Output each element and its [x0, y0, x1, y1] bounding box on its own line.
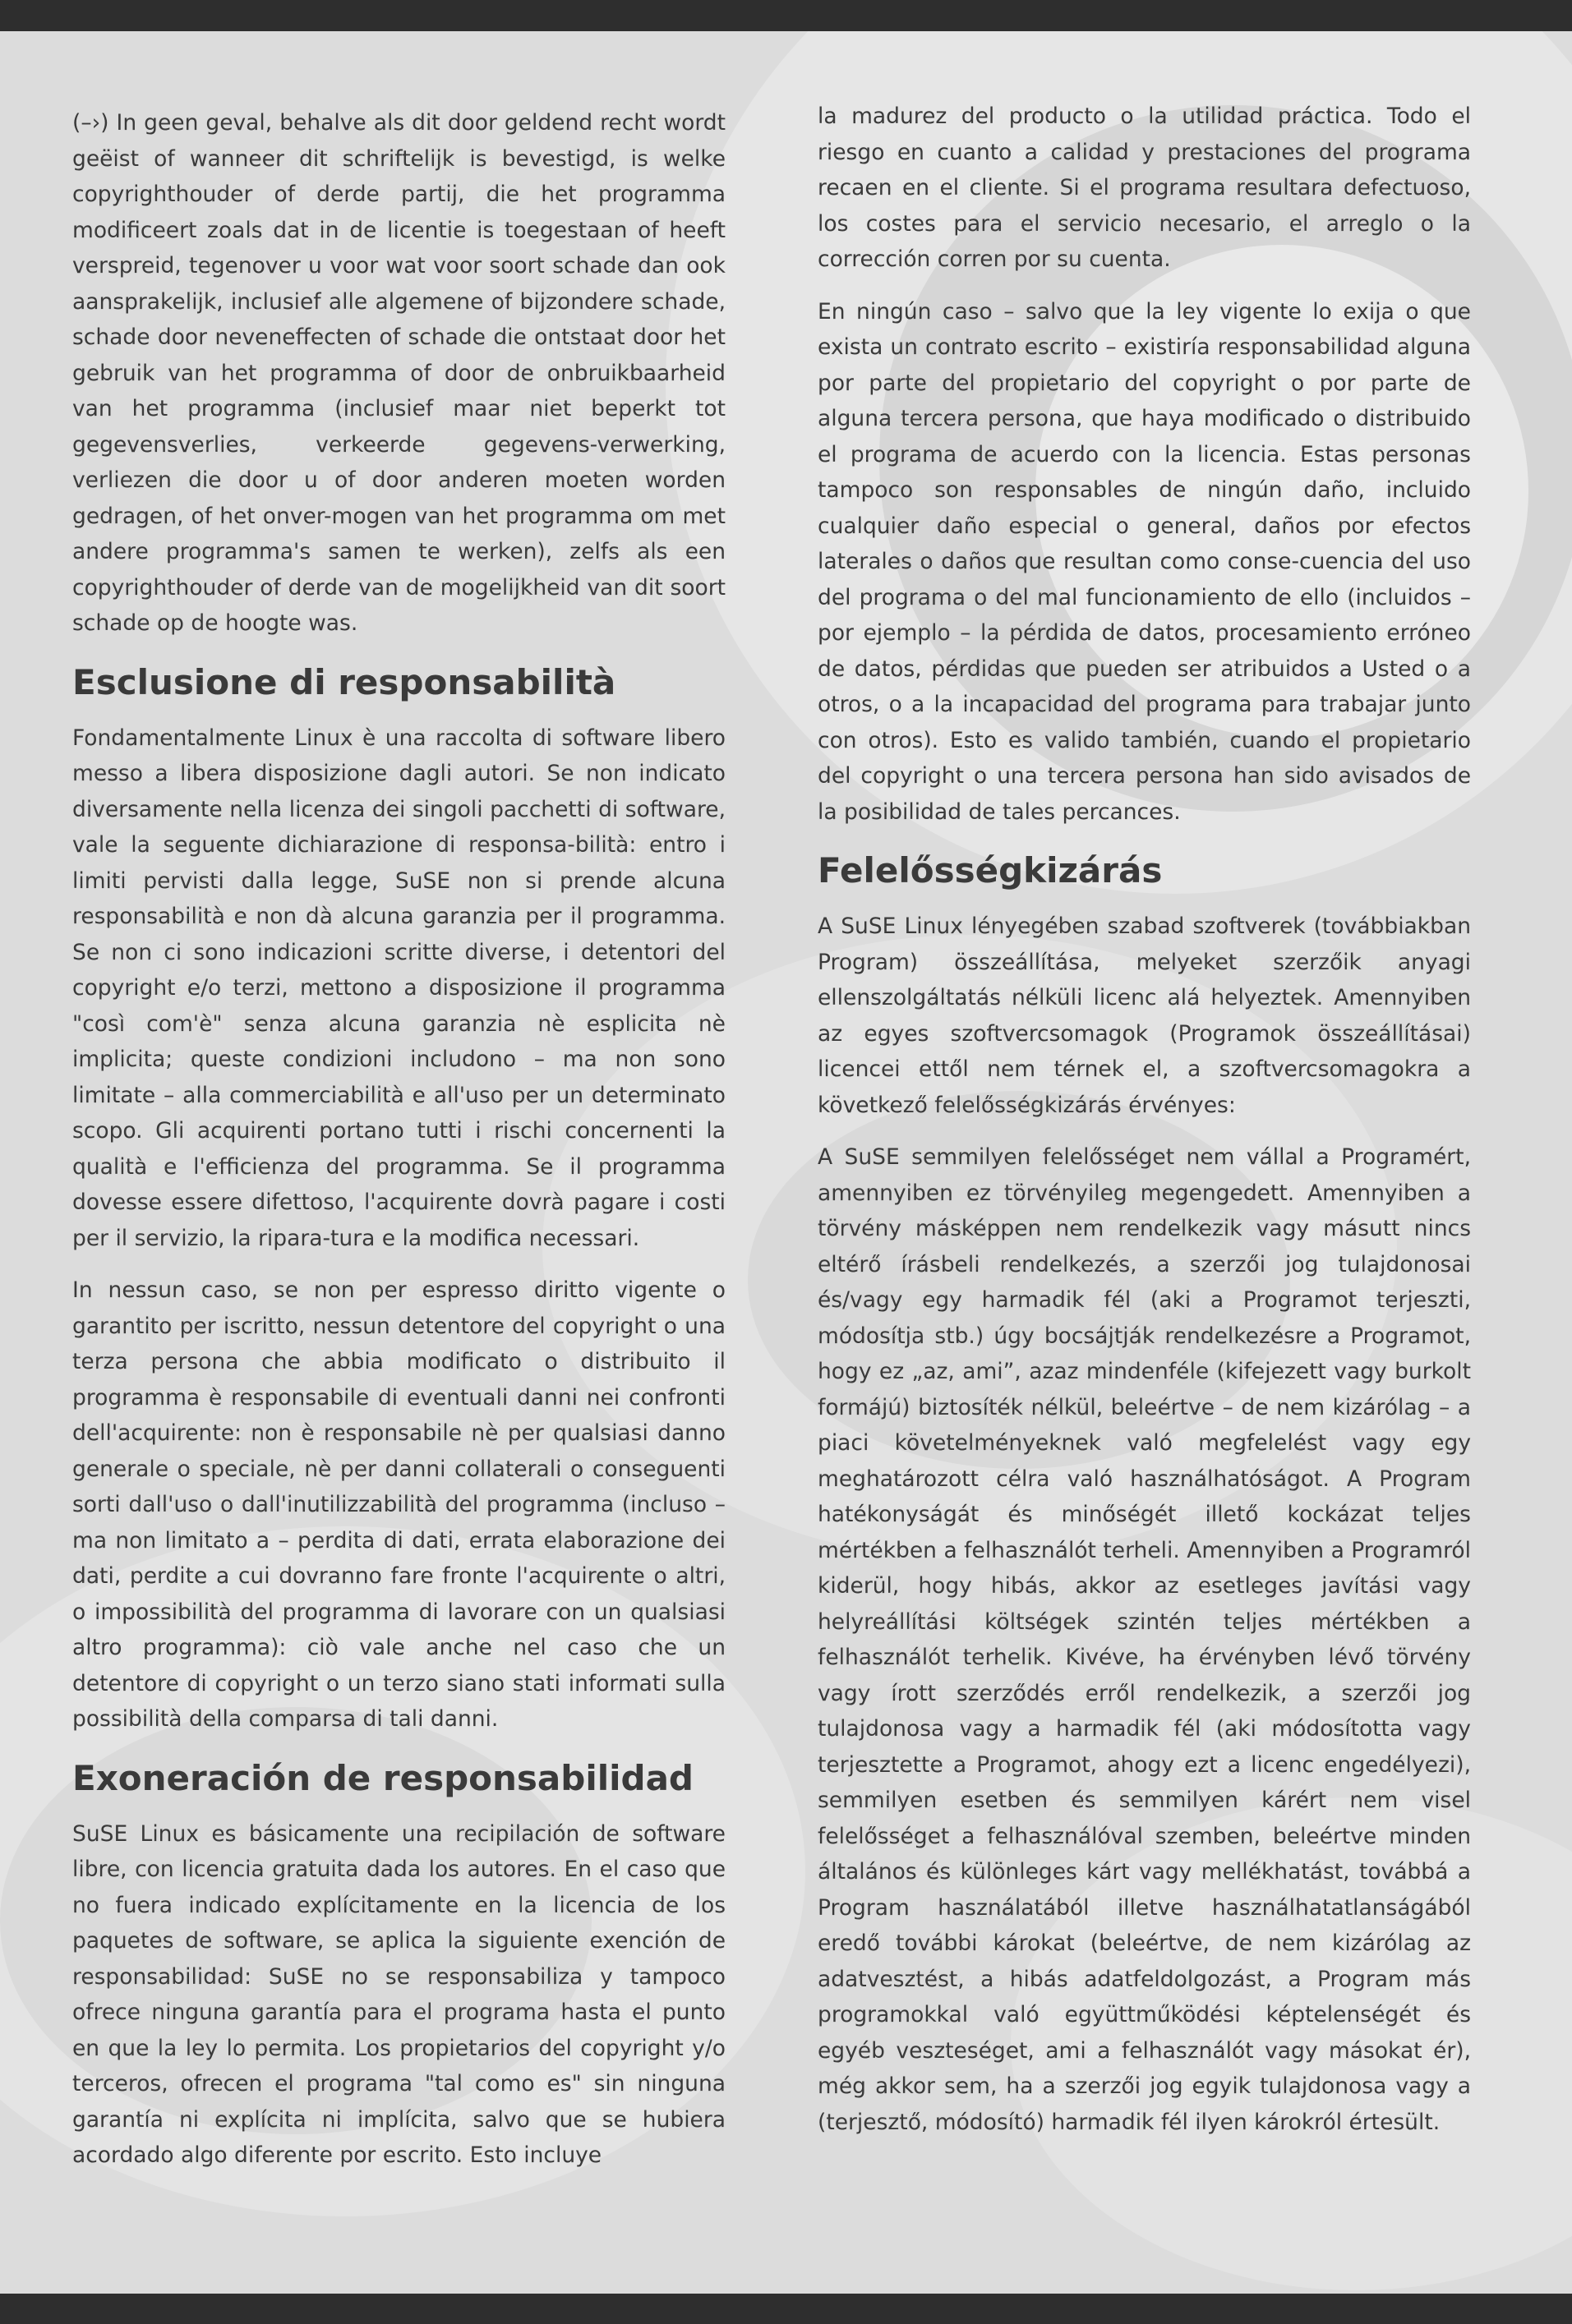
spanish-paragraph-2: En ningún caso – salvo que la ley vigente lo exija o que exista un contrato escrito – existiría responsabilidad alguna por parte del propietario del copyright o por parte de alguna tercera persona, que haya modificado o distribuido el programa de acuerdo con la licencia. Estas personas tampoco son responsables de ningún daño, incluido cualquier daño especial o general, daños por efectos laterales o daños que resultan como conse-cuencia del uso del programa o del mal funcionamiento de ello (incluidos – por ejemplo – la pérdida de datos, procesamiento erróneo de datos, pérdidas que pueden ser atribuidos a Usted o a otros, o a la incapacidad del programa para trabajar junto con otros). Esto es valido también, cuando el propietario del copyright o una tercera persona han sido avisados de la posibilidad de tales percances. — [818, 298, 1471, 825]
spanish-paragraph-1-start: SuSE Linux es básicamente una recipilación de software libre, con licencia gratuita dada los autores. En el caso que no fuera indicado explícitamente en la licencia de los paquetes de software, se aplica la siguiente exención de responsabilidad: SuSE no se responsabiliza y tampoco ofrece ninguna garantía para el programa hasta el punto en que la ley lo permita. Los propietarios del copyright y/o terceros, ofrecen el programa "tal como es" sin ninguna garantía ni explícita ni implícita, salvo que se hubiera acordado algo diferente por escrito. Esto incluye — [72, 1820, 726, 2168]
hungarian-paragraph-1: A SuSE Linux lényegében szabad szoftverek (továbbiakban Program) összeállítása, melyeket szerzőik anyagi ellenszolgáltatás nélküli licenc alá helyeztek. Amennyiben az egyes szoftvercsomagok (Programok összeállításai) licencei ettől nem térnek el, a szoftvercsomagokra a következő felelősségkizárás érvényes: — [818, 913, 1471, 1118]
top-dark-bar — [0, 0, 1572, 31]
hungarian-heading: Felelősségkizárás — [818, 850, 1163, 890]
spanish-heading: Exoneración de responsabilidad — [72, 1757, 694, 1798]
italian-paragraph-2: In nessun caso, se non per espresso diritto vigente o garantito per iscritto, nessun detentore del copyright o una terza persona che abbia modificato o distribuito il programma è responsabile di eventuali danni nei confronti dell'acquirente: non è responsabile nè per qualsiasi danno generale o speciale, nè per danni collaterali o conseguenti sorti dall'uso o dall'inutilizzabilità del programma (incluso – ma non limitato a – perdita di dati, errata elaborazione dei dati, perdite a cui dovranno fare fronte l'acquirente o altri, o impossibilità del programma di lavorare con un qualsiasi altro programma): ciò vale anche nel caso che un detentore di copyright o un terzo siano stati informati sulla possibilità della comparsa di tali danni. — [72, 1277, 726, 1732]
spanish-paragraph-1-end: la madurez del producto o la utilidad práctica. Todo el riesgo en cuanto a calidad y prestaciones del programa recaen en el cliente. Si el programa resultara defectuoso, los costes para el servicio necesario, el arreglo o la corrección corren por su cuenta. — [818, 104, 1471, 272]
dutch-disclaimer-paragraph: (–›) In geen geval, behalve als dit door geldend recht wordt geëist of wanneer dit schriftelijk is bevestigd, is welke copyrighthouder of derde partij, die het programma modificeert zoals dat in de licentie is toegestaan of heeft verspreid, tegenover u voor wat voor soort schade dan ook aansprakelijk, inclusief alle algemene of bijzondere schade, schade door neveneffecten of schade die ontstaat door het gebruik van het programma of door de onbruikbaarheid van het programma (inclusief maar niet beperkt tot gegevensverlies, verkeerde gegevens-verwerking, verliezen die door u of door anderen moeten worden gedragen, of het onver-mogen van het programma om met andere programma's samen te werken), zelfs als een copyrighthouder of derde van de mogelijkheid van dit soort schade op de hoogte was. — [72, 110, 726, 636]
italian-heading: Esclusione di responsabilità — [72, 661, 616, 702]
bottom-dark-bar — [0, 2294, 1572, 2324]
italian-paragraph-1: Fondamentalmente Linux è una raccolta di software libero messo a libera disposizione dagli autori. Se non indicato diversamente nella licenza dei singoli pacchetti di software, vale la seguente dichiarazione di responsa-bilità: entro i limiti pervisti dalla legge, SuSE non si prende alcuna responsabilità e non dà alcuna garanzia per il programma. Se non ci sono indicazioni scritte diverse, i detentori del copyright e/o terzi, mettono a disposizione il programma "così com'è" senza alcuna garanzia nè esplicita nè implicita; queste condizioni includono – ma non sono limitate – alla commerciabilità e all'uso per un determinato scopo. Gli acquirenti portano tutti i rischi concernenti la qualità e l'efficienza del programma. Se il programma dovesse essere difettoso, l'acquirente dovrà pagare i costi per il servizio, la ripara-tura e la modifica necessari. — [72, 725, 726, 1251]
right-column — [818, 99, 1471, 2156]
left-column — [72, 105, 726, 2190]
hungarian-paragraph-2: A SuSE semmilyen felelősséget nem vállal a Programért, amennyiben ez törvényileg megengedett. Amennyiben a törvény másképpen nem rendelkezik vagy másutt nincs eltérő írásbeli rendelkezés, a szerzői jog tulajdonosai és/vagy egy harmadik fél (aki a Programot terjeszti, módosítja stb.) úgy bocsájtják rendelkezésre a Programot, hogy ez „az, ami”, azaz mindenféle (kifejezett vagy burkolt formájú) biztosíték nélkül, beleértve – de nem kizárólag – a piaci követelményeknek való megfelelést vagy egy meghatározott célra való használhatóságot. A Program hatékonyságát és minőségét illető kockázat teljes mértékben a felhasználót terheli. Amennyiben a Programról kiderül, hogy hibás, akkor az esetleges javítási vagy helyreállítási költségek szintén teljes mértékben a felhasználót terhelik. Kivéve, ha érvényben lévő törvény vagy írott szerződés erről rendelkezik, a szerzői jog tulajdonosa vagy a harmadik fél (aki módosította vagy terjesztette a Programot, ahogy ezt a licenc engedélyezi), semmilyen esetben és semmilyen kárért nem visel felelősséget a felhasználóval szemben, beleértve minden általános és különleges kárt vagy mellékhatást, továbbá a Program használatából illetve használhatatlanságából eredő további károkat (beleértve, de nem kizárólag az adatvesztést, a hibás adatfeldolgozást, a Program más programokkal való együttműködési képtelenségét és egyéb veszteséget, ami a felhasználót vagy másokat ér), még akkor sem, ha a szerzői jog egyik tulajdonosa vagy a (terjesztő, módosító) harmadik fél ilyen károkról értesült. — [818, 1144, 1471, 2135]
